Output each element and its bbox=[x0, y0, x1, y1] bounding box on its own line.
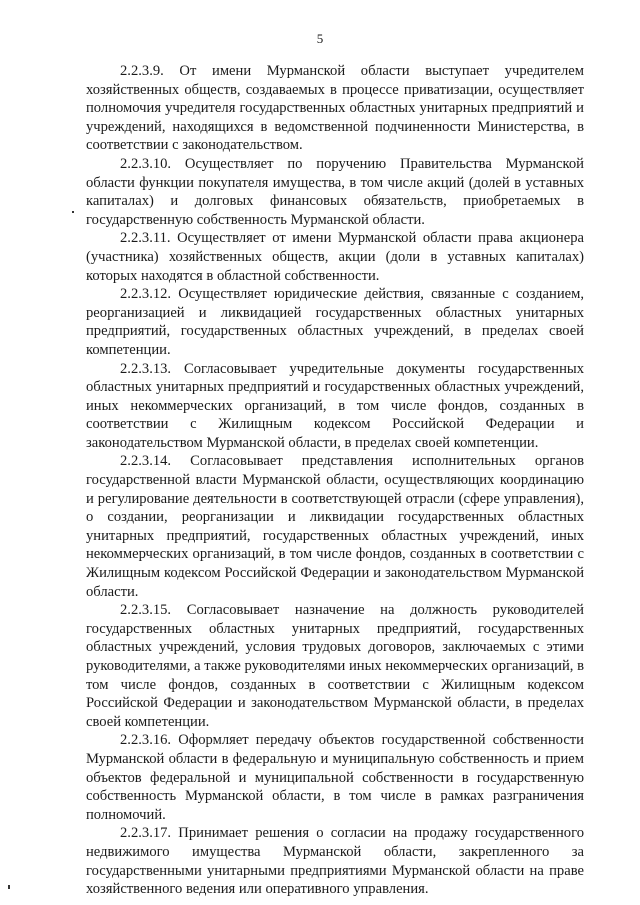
paragraph-2-2-3-14: 2.2.3.14. Согласовывает представления исполнительных органов государственной власти Мурманской области, осуществляющих координацию и регулирование деятельности в соответствующей отрасли (сфере управления), о создании, реорганизации и ликвидации государственных областных унитарных предприятий, государственных областных учреждений, иных некоммерческих организаций, в том числе фондов, созданных в соответствии с Жилищным кодексом Российской Федерации и законодательством Мурманской области. bbox=[86, 453, 584, 600]
paragraph-2-2-3-17: 2.2.3.17. Принимает решения о согласии на продажу государственного недвижимого имущества Мурманской области, закрепленного за государственными унитарными предприятиями Мурманской области на праве хозяйственного ведения или оперативного управления. bbox=[86, 825, 584, 898]
paragraph-2-2-3-10: 2.2.3.10. Осуществляет по поручению Правительства Мурманской области функции покупателя имущества, в том числе акций (долей в уставных капиталах) и долговых финансовых обязательств, приобретаемых в государственную собственность Мурманской области. bbox=[86, 155, 584, 228]
paragraph-2-2-3-12: 2.2.3.12. Осуществляет юридические действия, связанные с созданием, реорганизацией и ликвидацией государственных областных унитарных предприятий, государственных областных учреждений, в пределах своей компетенции. bbox=[86, 286, 584, 358]
paragraph-2-2-3-15: 2.2.3.15. Согласовывает назначение на должность руководителей государственных областных унитарных предприятий, государственных областных учреждений, условия трудовых договоров, заключаемых с этими руководителями, а также руководителями иных некоммерческих организаций, в том числе фондов, созданных в соответствии с Жилищным кодексом Российской Федерации и законодательством Мурманской области, в пределах своей компетенции. bbox=[86, 602, 584, 730]
scan-mark-bottom-left bbox=[8, 885, 10, 889]
scan-mark-left bbox=[72, 211, 74, 213]
paragraph-2-2-3-16: 2.2.3.16. Оформляет передачу объектов государственной собственности Мурманской области в федеральную и муниципальную собственность и прием объектов федеральной и муниципальной собственности в государственную собственность Мурманской области, в том числе в рамках разграничения полномочий. bbox=[86, 732, 584, 823]
paragraph-2-2-3-13: 2.2.3.13. Согласовывает учредительные документы государственных областных унитарных предприятий и государственных областных учреждений, иных некоммерческих организаций, в том числе фондов, созданных в соответствии с Жилищным кодексом Российской Федерации и законодательством Мурманской области, в пределах своей компетенции. bbox=[86, 360, 584, 451]
paragraph-2-2-3-9: 2.2.3.9. От имени Мурманской области выступает учредителем хозяйственных обществ, создаваемых в процессе приватизации, осуществляет полномочия учредителя государственных областных унитарных предприятий и учреждений, находящихся в ведомственной подчиненности Министерства, в соответствии с законодательством. bbox=[86, 63, 584, 154]
paragraph-2-2-3-11: 2.2.3.11. Осуществляет от имени Мурманской области права акционера (участника) хозяйственных обществ, акции (доли в уставных капиталах) которых находятся в областной собственности. bbox=[86, 230, 584, 284]
page-number: 5 bbox=[316, 31, 324, 46]
document-body bbox=[86, 62, 584, 899]
